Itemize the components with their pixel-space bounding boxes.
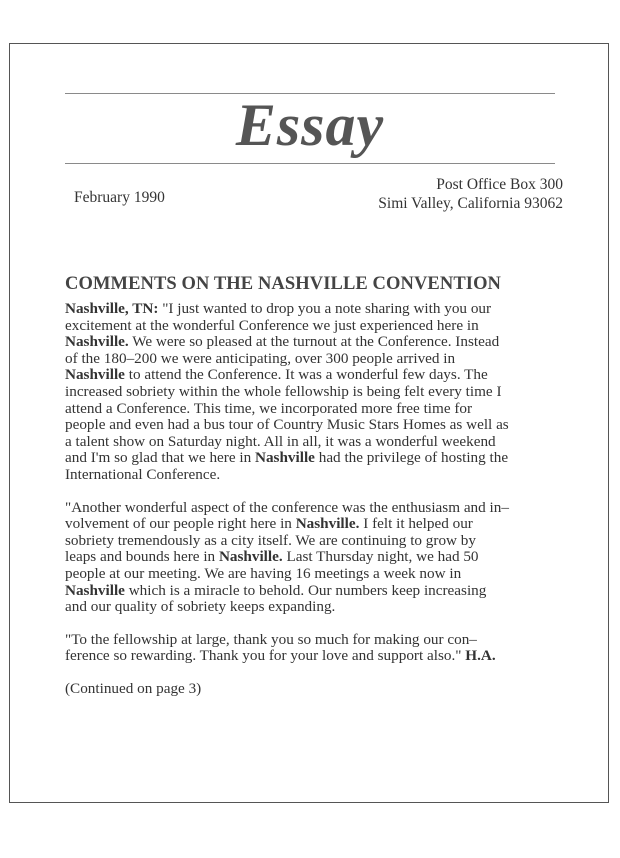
text-line (65, 549, 565, 566)
text-span: "I just wanted to drop you a note sharing with you our (158, 300, 492, 317)
text-line: International Conference. (65, 465, 221, 483)
text-span: Last Thursday night, we had 50 (282, 548, 479, 566)
text-line: increased sobriety within the whole fellowship is being felt every time I (65, 382, 502, 400)
text-line (65, 334, 565, 351)
continued-note: (Continued on page 3) (65, 679, 202, 697)
dateline: Nashville, TN: (65, 300, 159, 317)
text-line: of the 180–200 we were anticipating, over 300 people arrived in (65, 349, 456, 367)
text-line: people at our meeting. We are having 16 meetings a week now in (65, 564, 462, 582)
place-name: Nashville (65, 366, 125, 384)
paragraph-3 (65, 632, 565, 665)
text-span: to attend the Conference. It was a wonderful few days. The (124, 366, 488, 384)
text-line: and our quality of sobriety keeps expanding. (65, 598, 336, 616)
place-name: Nashville. (218, 548, 283, 566)
paragraph-1 (65, 301, 565, 484)
place-name: Nashville (255, 449, 315, 467)
text-line (65, 648, 565, 665)
text-line: excitement at the wonderful Conference we just experienced here in (65, 316, 479, 334)
article-headline: COMMENTS ON THE NASHVILLE CONVENTION (65, 274, 502, 294)
place-name: Nashville. (65, 333, 129, 351)
text-line: people and even had a bus tour of Country Music Stars Homes as well as (65, 416, 509, 434)
masthead-title: Essay (235, 92, 385, 158)
text-line (65, 301, 565, 318)
text-span: leaps and bounds here in (65, 548, 219, 566)
text-line (65, 367, 565, 384)
text-line: attend a Conference. This time, we incorporated more free time for (65, 399, 473, 417)
text-span: volvement of our people right here in (65, 515, 296, 533)
address-line-1: Post Office Box 300 (436, 176, 563, 193)
text-line: a talent show on Saturday night. All in all, it was a wonderful weekend (65, 432, 496, 450)
text-line: sobriety tremendously as a city itself. We are continuing to grow by (65, 531, 476, 549)
place-name: Nashville (65, 581, 125, 599)
place-name: Nashville. (295, 515, 360, 533)
text-span: which is a miracle to behold. Our numbers keep increasing (124, 581, 487, 599)
author-initials: H.A. (465, 647, 496, 665)
text-line (65, 583, 565, 600)
text-line (65, 516, 565, 533)
text-line: "To the fellowship at large, thank you so much for making our con– (65, 630, 477, 648)
text-span: had the privilege of hosting the (314, 449, 509, 467)
text-span: ference so rewarding. Thank you for your love and support also." (65, 647, 466, 665)
mailing-address (378, 175, 563, 213)
text-span: and I'm so glad that we here in (65, 449, 255, 467)
article-body (65, 301, 565, 713)
text-span: We were so pleased at the turnout at the Conference. Instead (128, 333, 500, 351)
text-span: I felt it helped our (359, 515, 473, 533)
issue-date: February 1990 (74, 189, 165, 206)
text-line (65, 450, 565, 467)
text-line: "Another wonderful aspect of the conference was the enthusiasm and in– (65, 498, 509, 516)
paragraph-2 (65, 500, 565, 616)
masthead-bottom-rule (65, 163, 555, 164)
address-line-2: Simi Valley, California 93062 (378, 195, 563, 212)
